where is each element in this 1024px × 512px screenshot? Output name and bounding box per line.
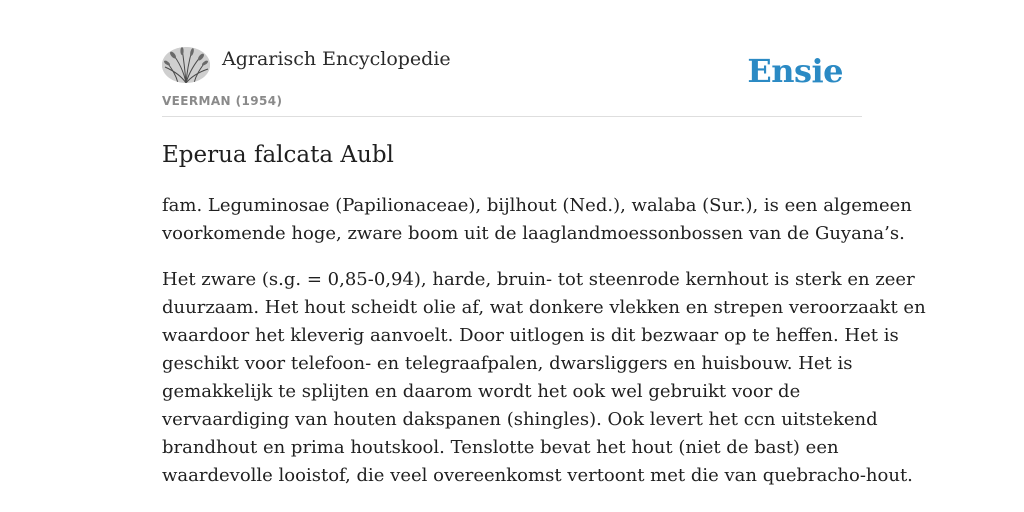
article-title: Eperua falcata Aubl (162, 142, 394, 168)
text-line: fam. Leguminosae (Papilionaceae), bijlhout (Ned.), walaba (Sur.), is een algemeen (162, 195, 912, 216)
text-line: voorkomende hoge, zware boom uit de laaglandmoessonbossen van de Guyana’s. (162, 223, 905, 244)
text-line: waardevolle looistof, die veel overeenkomst vertoont met die van quebracho-hout. (162, 465, 913, 486)
text-line: geschikt voor telefoon- en telegraafpalen, dwarsliggers en huisbouw. Het is (162, 353, 853, 374)
article-body (162, 192, 926, 508)
wheat-grass-logo-icon[interactable] (162, 47, 210, 83)
brand-logo[interactable]: Ensie (747, 52, 843, 90)
article-paragraph (162, 192, 912, 248)
text-line: waardoor het kleverig aanvoelt. Door uitlogen is dit bezwaar op te heffen. Het is (162, 325, 899, 346)
text-line: gemakkelijk te splijten en daarom wordt het ook wel gebruikt voor de (162, 381, 801, 402)
text-line: vervaardiging van houten dakspanen (shingles). Ook levert het ccn uitstekend (162, 409, 878, 430)
encyclopedia-title[interactable]: Agrarisch Encyclopedie (222, 48, 451, 70)
text-line: duurzaam. Het hout scheidt olie af, wat donkere vlekken en strepen veroorzaakt en (162, 297, 926, 318)
article-paragraph (162, 266, 926, 490)
text-line: Het zware (s.g. = 0,85-0,94), harde, bruin- tot steenrode kernhout is sterk en zeer (162, 269, 915, 290)
source-label: VEERMAN (1954) (162, 94, 283, 108)
header (162, 44, 862, 117)
text-line: brandhout en prima houtskool. Tenslotte bevat het hout (niet de bast) een (162, 437, 839, 458)
